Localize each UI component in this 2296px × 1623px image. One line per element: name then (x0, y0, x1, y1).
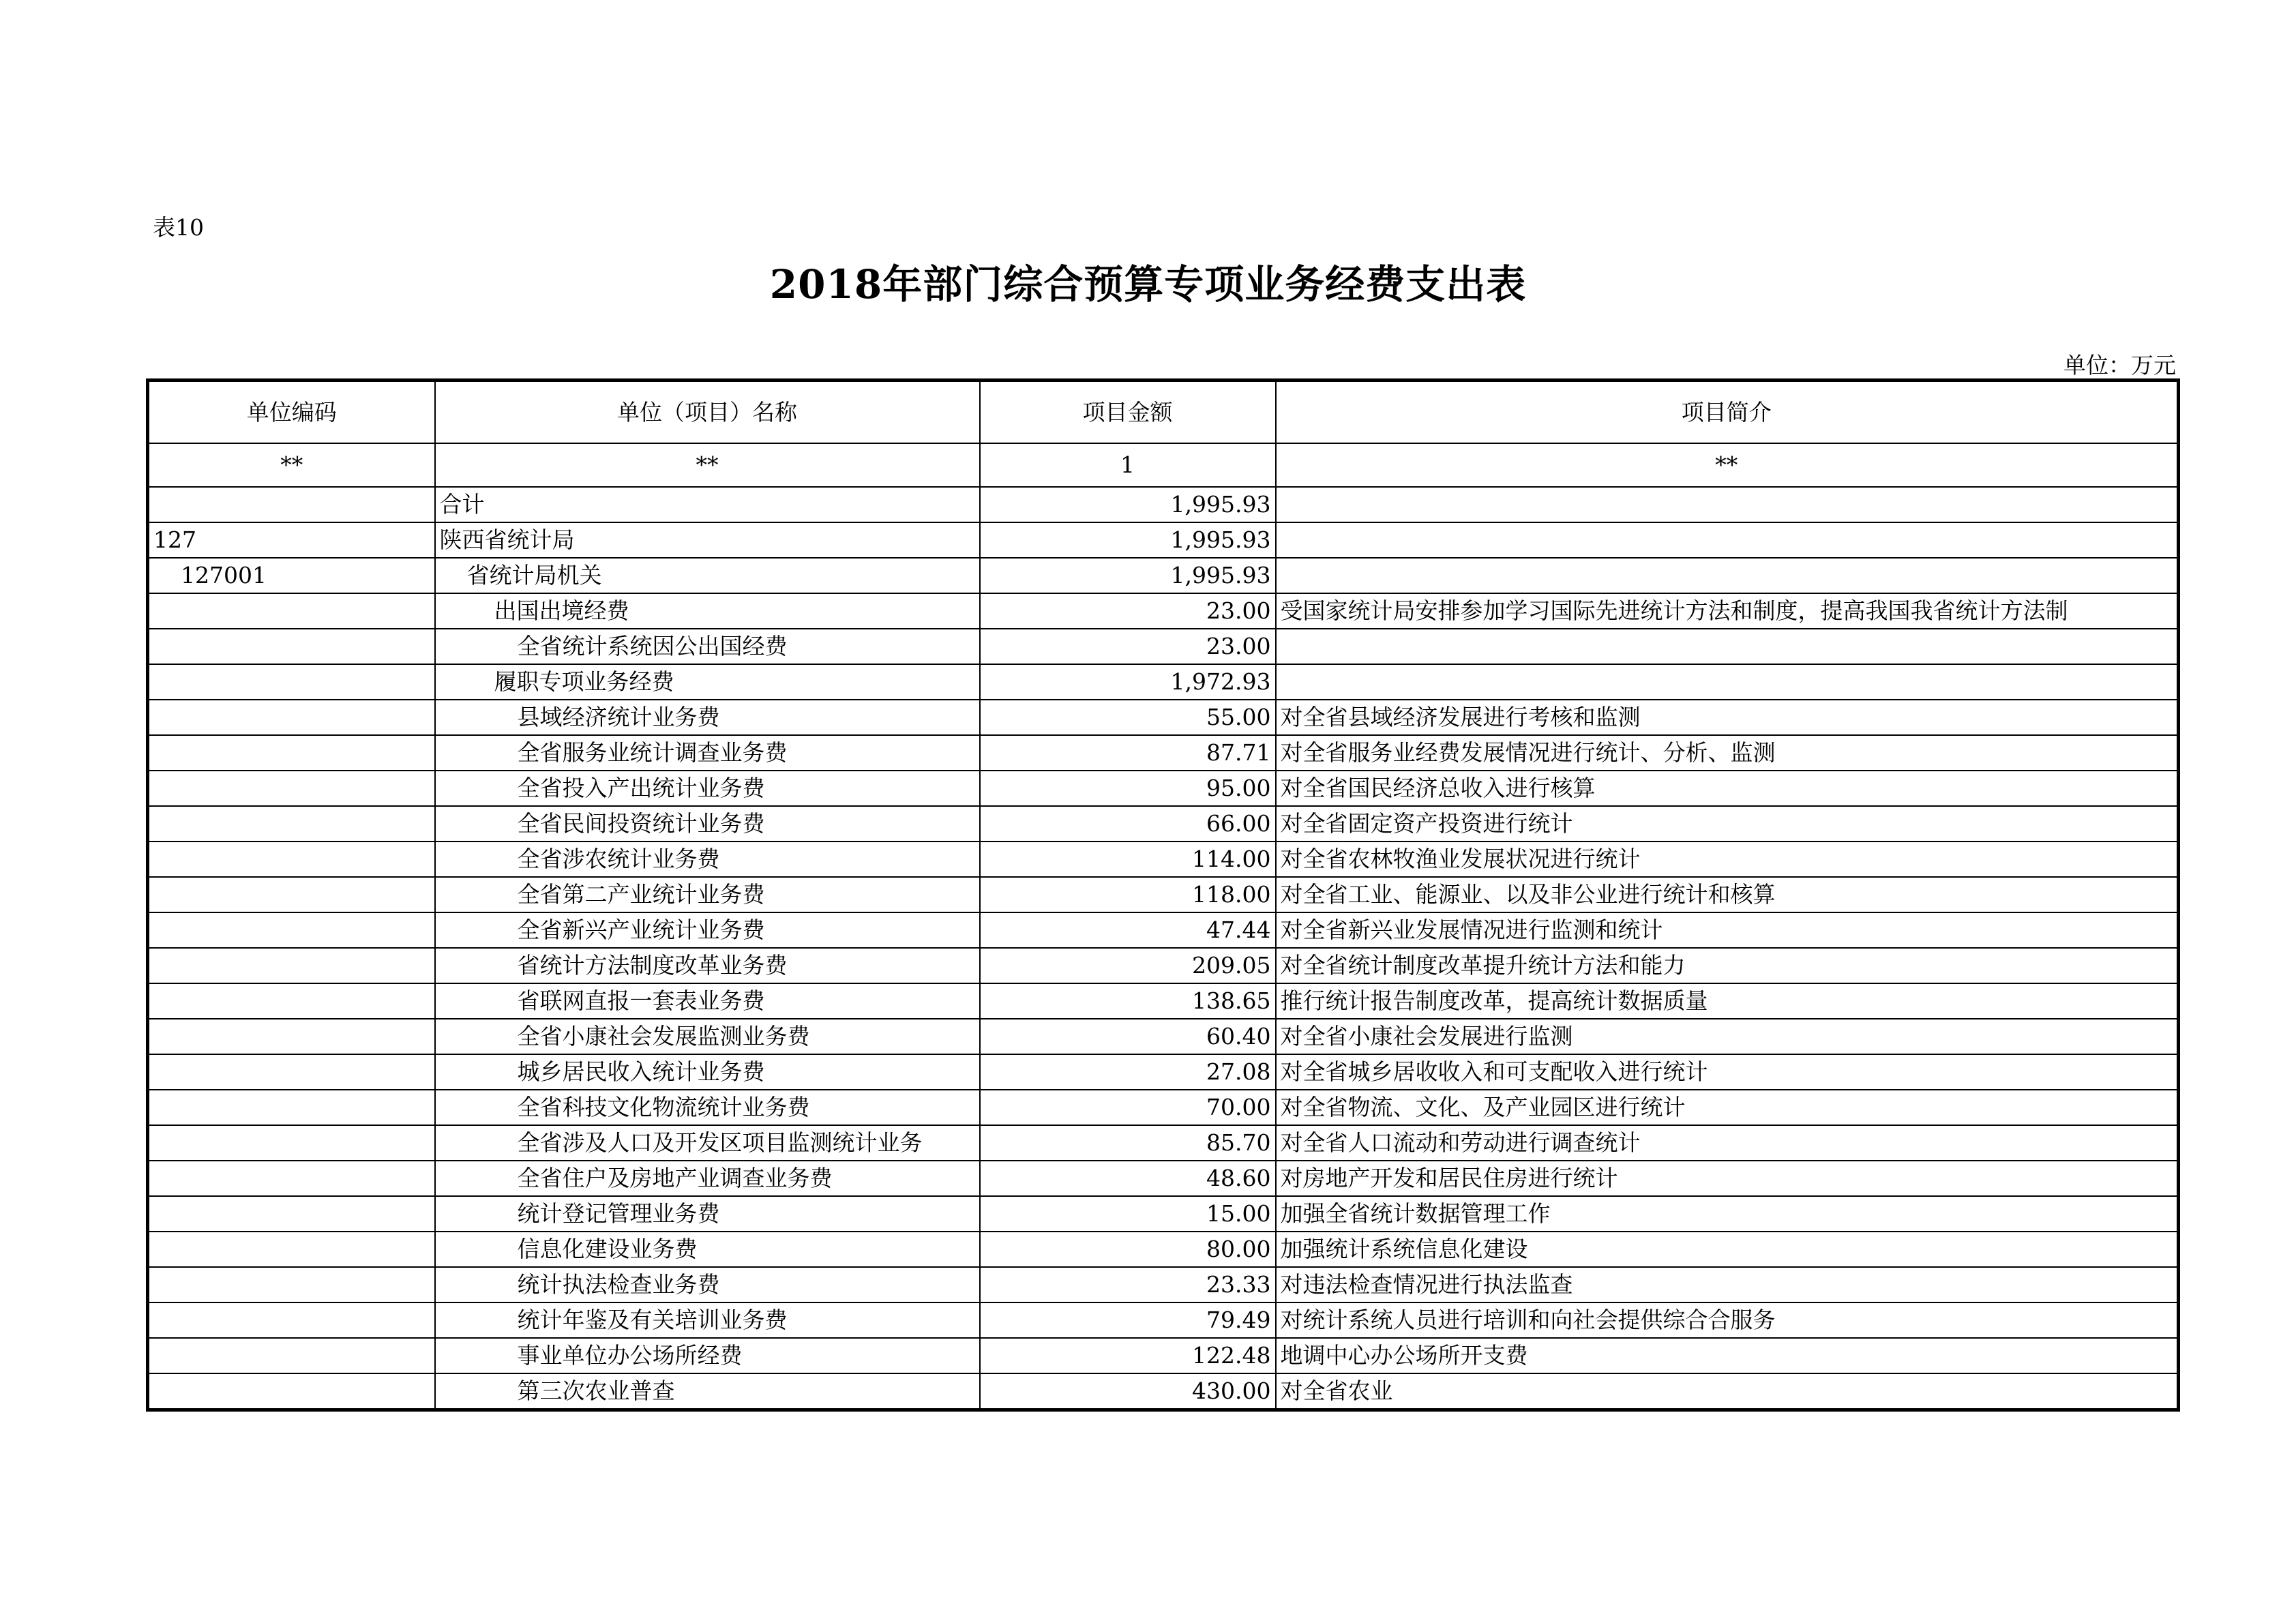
project-name-cell: 信息化建设业务费 (435, 1232, 980, 1267)
amount-cell: 80.00 (980, 1232, 1276, 1267)
unit-code-cell (148, 629, 435, 664)
project-name-cell: 全省投入产出统计业务费 (435, 771, 980, 806)
description-cell: 对房地产开发和居民住房进行统计 (1276, 1161, 2179, 1196)
unit-code-cell (148, 593, 435, 629)
table-row (148, 735, 2179, 771)
project-name-cell: 统计登记管理业务费 (435, 1196, 980, 1232)
description-cell: 对全省城乡居收收入和可支配收入进行统计 (1276, 1054, 2179, 1090)
table-row (148, 842, 2179, 877)
table-row (148, 1338, 2179, 1373)
description-cell (1276, 558, 2179, 593)
description-cell: 对全省人口流动和劳动进行调查统计 (1276, 1125, 2179, 1161)
table-row (148, 983, 2179, 1019)
project-name-cell: 陕西省统计局 (435, 522, 980, 558)
amount-cell: 79.49 (980, 1302, 1276, 1338)
description-cell: 推行统计报告制度改革，提高统计数据质量 (1276, 983, 2179, 1019)
amount-cell: 55.00 (980, 700, 1276, 735)
table-row (148, 700, 2179, 735)
budget-table (146, 378, 2180, 1412)
description-cell: 对全省县域经济发展进行考核和监测 (1276, 700, 2179, 735)
description-cell: 对全省工业、能源业、以及非公业进行统计和核算 (1276, 877, 2179, 912)
project-name-cell: 省联网直报一套表业务费 (435, 983, 980, 1019)
project-name-cell: 全省民间投资统计业务费 (435, 806, 980, 842)
marker-cell: ** (148, 443, 435, 487)
unit-code-cell (148, 912, 435, 948)
description-cell: 地调中心办公场所开支费 (1276, 1338, 2179, 1373)
amount-cell: 1,972.93 (980, 664, 1276, 700)
unit-code-cell (148, 735, 435, 771)
amount-cell: 118.00 (980, 877, 1276, 912)
table-row (148, 593, 2179, 629)
amount-cell: 122.48 (980, 1338, 1276, 1373)
description-cell (1276, 664, 2179, 700)
description-cell: 对全省新兴业发展情况进行监测和统计 (1276, 912, 2179, 948)
table-row (148, 664, 2179, 700)
project-name-cell: 全省住户及房地产业调查业务费 (435, 1161, 980, 1196)
amount-cell: 70.00 (980, 1090, 1276, 1125)
amount-cell: 27.08 (980, 1054, 1276, 1090)
unit-code-cell (148, 1090, 435, 1125)
project-name-cell: 全省统计系统因公出国经费 (435, 629, 980, 664)
project-name-cell: 县域经济统计业务费 (435, 700, 980, 735)
unit-code-cell (148, 771, 435, 806)
unit-code-cell (148, 700, 435, 735)
amount-cell: 60.40 (980, 1019, 1276, 1054)
table-row (148, 1161, 2179, 1196)
amount-cell: 66.00 (980, 806, 1276, 842)
amount-cell: 1,995.93 (980, 487, 1276, 522)
description-cell (1276, 629, 2179, 664)
document-title: 2018年部门综合预算专项业务经费支出表 (769, 261, 1527, 308)
description-cell: 对全省农业 (1276, 1373, 2179, 1410)
table-row (148, 877, 2179, 912)
table-row (148, 1267, 2179, 1302)
project-name-cell: 第三次农业普查 (435, 1373, 980, 1410)
column-header-name: 单位（项目）名称 (435, 381, 980, 444)
description-cell: 对全省统计制度改革提升统计方法和能力 (1276, 948, 2179, 983)
project-name-cell: 全省涉及人口及开发区项目监测统计业务 (435, 1125, 980, 1161)
amount-cell: 85.70 (980, 1125, 1276, 1161)
project-name-cell: 事业单位办公场所经费 (435, 1338, 980, 1373)
unit-code-cell (148, 1125, 435, 1161)
project-name-cell: 全省小康社会发展监测业务费 (435, 1019, 980, 1054)
project-name-cell: 合计 (435, 487, 980, 522)
project-name-cell: 城乡居民收入统计业务费 (435, 1054, 980, 1090)
description-cell: 对全省国民经济总收入进行核算 (1276, 771, 2179, 806)
project-name-cell: 全省第二产业统计业务费 (435, 877, 980, 912)
table-row (148, 522, 2179, 558)
description-cell: 加强统计系统信息化建设 (1276, 1232, 2179, 1267)
amount-cell: 47.44 (980, 912, 1276, 948)
marker-cell: ** (1276, 443, 2179, 487)
unit-code-cell (148, 1267, 435, 1302)
unit-code-cell (148, 1019, 435, 1054)
project-name-cell: 省统计方法制度改革业务费 (435, 948, 980, 983)
marker-cell: ** (435, 443, 980, 487)
table-row (148, 558, 2179, 593)
table-row (148, 1125, 2179, 1161)
amount-cell: 23.33 (980, 1267, 1276, 1302)
description-cell: 对全省小康社会发展进行监测 (1276, 1019, 2179, 1054)
project-name-cell: 全省科技文化物流统计业务费 (435, 1090, 980, 1125)
description-cell: 对全省服务业经费发展情况进行统计、分析、监测 (1276, 735, 2179, 771)
unit-code-cell (148, 948, 435, 983)
project-name-cell: 出国出境经费 (435, 593, 980, 629)
project-name-cell: 统计执法检查业务费 (435, 1267, 980, 1302)
amount-cell: 95.00 (980, 771, 1276, 806)
unit-code-cell (148, 877, 435, 912)
table-row (148, 1090, 2179, 1125)
column-header-description: 项目简介 (1276, 381, 2179, 444)
unit-code-cell: 127001 (148, 558, 435, 593)
unit-code-cell (148, 1054, 435, 1090)
amount-cell: 114.00 (980, 842, 1276, 877)
description-cell (1276, 522, 2179, 558)
unit-code-cell (148, 842, 435, 877)
description-cell: 受国家统计局安排参加学习国际先进统计方法和制度，提高我国我省统计方法制 (1276, 593, 2179, 629)
amount-cell: 430.00 (980, 1373, 1276, 1410)
unit-code-cell (148, 664, 435, 700)
table-row (148, 1019, 2179, 1054)
table-row (148, 948, 2179, 983)
amount-cell: 138.65 (980, 983, 1276, 1019)
unit-code-cell (148, 1232, 435, 1267)
project-name-cell: 全省服务业统计调查业务费 (435, 735, 980, 771)
amount-cell: 209.05 (980, 948, 1276, 983)
table-row (148, 806, 2179, 842)
project-name-cell: 全省新兴产业统计业务费 (435, 912, 980, 948)
unit-code-cell (148, 1302, 435, 1338)
description-cell: 对违法检查情况进行执法监查 (1276, 1267, 2179, 1302)
table-row (148, 1373, 2179, 1410)
table-row (148, 912, 2179, 948)
table-row (148, 771, 2179, 806)
project-name-cell: 统计年鉴及有关培训业务费 (435, 1302, 980, 1338)
amount-cell: 87.71 (980, 735, 1276, 771)
description-cell: 对全省物流、文化、及产业园区进行统计 (1276, 1090, 2179, 1125)
amount-cell: 23.00 (980, 593, 1276, 629)
unit-code-cell (148, 1338, 435, 1373)
unit-code-cell: 127 (148, 522, 435, 558)
unit-code-cell (148, 806, 435, 842)
table-row (148, 1302, 2179, 1338)
marker-cell: 1 (980, 443, 1276, 487)
table-row (148, 487, 2179, 522)
unit-code-cell (148, 487, 435, 522)
unit-code-cell (148, 983, 435, 1019)
column-header-amount: 项目金额 (980, 381, 1276, 444)
description-cell: 对全省固定资产投资进行统计 (1276, 806, 2179, 842)
amount-cell: 15.00 (980, 1196, 1276, 1232)
unit-code-cell (148, 1161, 435, 1196)
table-row (148, 629, 2179, 664)
unit-code-cell (148, 1196, 435, 1232)
project-name-cell: 全省涉农统计业务费 (435, 842, 980, 877)
unit-note: 单位：万元 (2063, 352, 2176, 378)
unit-code-cell (148, 1373, 435, 1410)
table-number: 表10 (153, 214, 204, 241)
description-cell (1276, 487, 2179, 522)
description-cell: 加强全省统计数据管理工作 (1276, 1196, 2179, 1232)
amount-cell: 48.60 (980, 1161, 1276, 1196)
amount-cell: 1,995.93 (980, 522, 1276, 558)
project-name-cell: 省统计局机关 (435, 558, 980, 593)
description-cell: 对统计系统人员进行培训和向社会提供综合合服务 (1276, 1302, 2179, 1338)
description-cell: 对全省农林牧渔业发展状况进行统计 (1276, 842, 2179, 877)
table-row (148, 1054, 2179, 1090)
project-name-cell: 履职专项业务经费 (435, 664, 980, 700)
header-row (148, 381, 2179, 444)
column-header-unit-code: 单位编码 (148, 381, 435, 444)
amount-cell: 23.00 (980, 629, 1276, 664)
marker-row (148, 443, 2179, 487)
table-row (148, 1232, 2179, 1267)
table-row (148, 1196, 2179, 1232)
amount-cell: 1,995.93 (980, 558, 1276, 593)
